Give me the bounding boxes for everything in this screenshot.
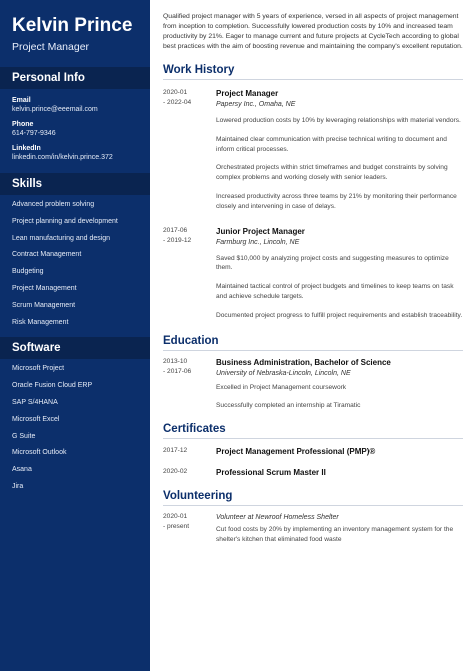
personal-info-heading: Personal Info bbox=[0, 67, 150, 89]
job-dates bbox=[163, 226, 216, 321]
job-dates bbox=[163, 88, 216, 212]
phone-value[interactable]: 614-797-9346 bbox=[12, 130, 56, 137]
job-details bbox=[216, 88, 463, 212]
job-end-date: - 2022-04 bbox=[163, 99, 192, 106]
job-company: Farmburg Inc., Lincoln, NE bbox=[216, 238, 300, 246]
job-bullet: Maintained clear communication with precise technical writing to document and inform critical processes. bbox=[216, 135, 447, 153]
job-bullet: Documented project progress to fulfill project requirements and establish traceability. bbox=[216, 311, 463, 319]
education-start-date: 2013-10 bbox=[163, 357, 188, 365]
skill-item: Contract Management bbox=[12, 251, 82, 259]
profile-summary: Qualified project manager with 5 years of experience, versed in all aspects of project management from inception to completion. Successfully lowered production costs by 10% and increased team productivity by 21%. Eager to manage current and future projects at CycleTech according to global best practices with the aim of boosting revenue and maintaining the company's excellent reputation. bbox=[163, 13, 463, 50]
job-bullet: Orchestrated projects within strict timeframes and budget constraints by solving complex problems and working closely with senior leaders. bbox=[216, 164, 448, 182]
email-value[interactable]: kelvin.prince@eeemail.com bbox=[12, 106, 98, 113]
skill-item: Advanced problem solving bbox=[12, 201, 95, 208]
degree-title: Business Administration, Bachelor of Science bbox=[216, 357, 391, 367]
work-history-section bbox=[163, 60, 463, 321]
job-entry bbox=[163, 226, 463, 321]
email-label: Email bbox=[12, 97, 31, 104]
software-item: Oracle Fusion Cloud ERP bbox=[12, 382, 93, 390]
volunteering-end-date: - present bbox=[163, 523, 190, 531]
job-bullet: Maintained tactical control of project budgets and timelines to keep teams on task and achieve schedule targets. bbox=[216, 283, 454, 300]
software-item: Asana bbox=[12, 466, 32, 474]
linkedin-label: LinkedIn bbox=[12, 145, 41, 152]
volunteering-details bbox=[216, 512, 463, 545]
candidate-title: Project Manager bbox=[12, 41, 90, 53]
certificate-date: 2017-12 bbox=[163, 447, 188, 455]
education-bullet: Successfully completed an internship at Tiramatic bbox=[216, 402, 361, 410]
education-dates bbox=[163, 357, 216, 412]
candidate-name: Kelvin Prince bbox=[12, 15, 133, 36]
software-item: Microsoft Outlook bbox=[12, 449, 67, 457]
job-end-date: - 2019-12 bbox=[163, 236, 192, 244]
volunteering-section bbox=[163, 486, 463, 545]
certificate-name: Project Management Professional (PMP)® bbox=[216, 447, 376, 457]
education-heading: Education bbox=[163, 331, 463, 351]
job-start-date: 2017-06 bbox=[163, 226, 188, 234]
volunteering-start-date: 2020-01 bbox=[163, 513, 188, 521]
job-company: Papersy Inc., Omaha, NE bbox=[216, 101, 296, 108]
sidebar bbox=[0, 0, 150, 671]
education-bullet: Excelled in Project Management coursework bbox=[216, 383, 347, 391]
school-name: University of Nebraska-Lincoln, Lincoln, NE bbox=[216, 369, 351, 377]
job-bullet: Increased productivity across three teams by 21% by monitoring their performance closely and intervening in case of delays. bbox=[216, 192, 457, 210]
software-item: G Suite bbox=[12, 432, 36, 440]
job-bullet: Lowered production costs by 10% by leveraging relationships with material vendors. bbox=[216, 117, 461, 124]
education-end-date: - 2017-06 bbox=[163, 367, 192, 375]
skill-item: Budgeting bbox=[12, 268, 44, 276]
job-start-date: 2020-01 bbox=[163, 89, 188, 96]
software-item: SAP S/4HANA bbox=[12, 398, 58, 406]
work-history-heading: Work History bbox=[163, 60, 463, 80]
software-item: Microsoft Excel bbox=[12, 415, 60, 423]
software-item: Jira bbox=[12, 482, 24, 490]
education-entry bbox=[163, 357, 463, 412]
volunteering-bullet: Cut food costs by 20% by implementing an inventory management system for the shelter's kitchen that eliminated food waste bbox=[216, 526, 454, 543]
certificate-date: 2020-02 bbox=[163, 468, 188, 476]
volunteering-role: Volunteer at Newroof Homeless Shelter bbox=[216, 514, 339, 522]
job-entry bbox=[163, 88, 463, 212]
linkedin-value[interactable]: linkedin.com/in/kelvin.prince.372 bbox=[12, 154, 113, 161]
software-item: Microsoft Project bbox=[12, 365, 65, 373]
skill-item: Lean manufacturing and design bbox=[12, 234, 111, 242]
skills-heading: Skills bbox=[0, 173, 150, 195]
skill-item: Project planning and development bbox=[12, 217, 118, 225]
certificate-entry bbox=[163, 446, 463, 457]
job-bullet: Saved $10,000 by analyzing project costs and suggesting measures to optimize them. bbox=[216, 254, 449, 272]
volunteering-dates bbox=[163, 512, 216, 545]
job-details bbox=[216, 226, 463, 321]
job-title: Project Manager bbox=[216, 89, 279, 98]
skills-list bbox=[0, 195, 150, 331]
certificates-heading: Certificates bbox=[163, 419, 463, 439]
volunteering-heading: Volunteering bbox=[163, 486, 463, 506]
certificate-entry bbox=[163, 467, 463, 478]
skill-item: Scrum Management bbox=[12, 301, 76, 309]
skill-item: Risk Management bbox=[12, 318, 69, 326]
education-section bbox=[163, 331, 463, 412]
volunteering-entry bbox=[163, 512, 463, 545]
job-title: Junior Project Manager bbox=[216, 226, 305, 236]
education-details bbox=[216, 357, 463, 412]
certificates-section bbox=[163, 419, 463, 478]
software-list bbox=[0, 359, 150, 495]
phone-label: Phone bbox=[12, 121, 34, 128]
skill-item: Project Management bbox=[12, 284, 77, 292]
software-heading: Software bbox=[0, 337, 150, 359]
main-content bbox=[163, 0, 463, 671]
certificate-name: Professional Scrum Master II bbox=[216, 468, 326, 478]
